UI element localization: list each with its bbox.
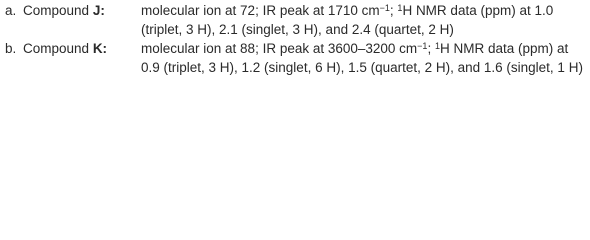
desc-text: H NMR data (ppm) at 1.0: [402, 3, 554, 18]
description-line-1: [141, 40, 568, 57]
superscript: 1: [434, 40, 440, 51]
desc-text: molecular ion at 88; IR peak at 3600–3200 cm: [141, 41, 418, 56]
desc-text: molecular ion at 72; IR peak at 1710 cm: [141, 3, 380, 18]
description-line-1: [141, 2, 553, 19]
superscript: −1: [379, 2, 390, 13]
compound-label: Compound: [23, 41, 90, 56]
compound-label: Compound: [23, 3, 90, 18]
superscript: 1: [397, 2, 403, 13]
item-letter: b.: [5, 41, 17, 56]
compound-id: K:: [92, 41, 108, 56]
desc-text: ;: [427, 41, 435, 56]
desc-text: H NMR data (ppm) at: [439, 41, 569, 56]
problem-list: [0, 0, 590, 80]
item-letter: a.: [5, 3, 17, 18]
description-line-2: (triplet, 3 H), 2.1 (singlet, 3 H), and 2.4 (quartet, 2 H): [141, 22, 454, 37]
compound-heading: [23, 40, 107, 57]
compound-id: J:: [92, 3, 105, 18]
superscript: −1: [417, 40, 428, 51]
description-line-2: 0.9 (triplet, 3 H), 1.2 (singlet, 6 H), 1.5 (quartet, 2 H), and 1.6 (singlet, 1 H): [141, 60, 583, 75]
desc-text: ;: [389, 3, 398, 18]
compound-heading: [23, 2, 105, 19]
